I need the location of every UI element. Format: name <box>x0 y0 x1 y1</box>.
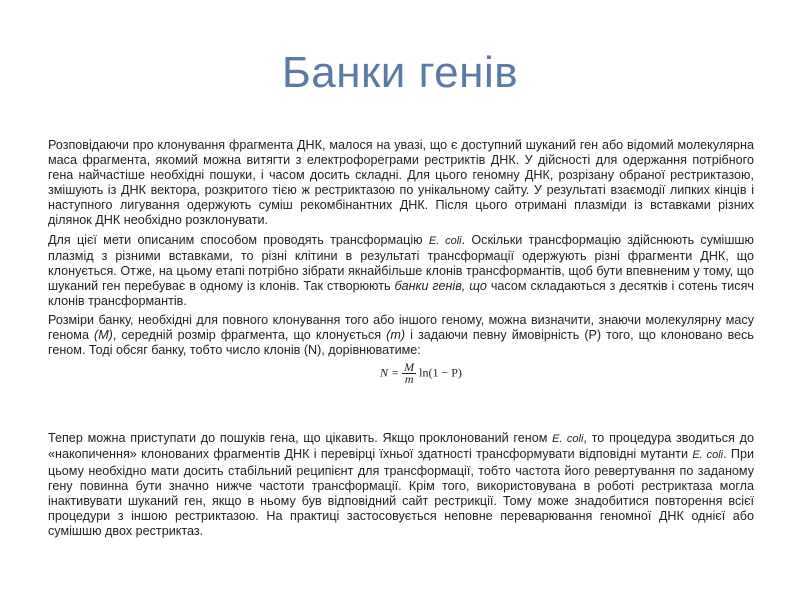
text-segment: часом складаються з десятків і сотень тисяч клонів трансформантів. <box>48 278 754 308</box>
text-segment: Розміри банку, необхідні для повного клонування того або іншого геному, можна визначити, знаючи молекулярну масу генома <box>48 313 754 343</box>
slide-title: Банки генів <box>281 48 519 97</box>
text-segment: . При цьому необхідно мати досить стабільний реципієнт для трансформації, тобто частота його ревертування по заданому гену повинна бути значно нижче частоти трансформації. Крім того, використовувана в роботі рестриктаза могла інактивувати шуканий ген, якщо в ньому був відповідний сайт рестрикції. Тому може знадобитися повторення всієї процедури з іншою рестриктазою. На практиці застосовується неповне переварювання геномної ДНК однієї або сумішшю двох рестриктаз. <box>48 447 754 538</box>
text-segment: . Оскільки трансформацію здійснюють сумішшю плазмід з різними вставками, то різні клітини в результаті трансформації одержують різні фрагменти ДНК, що клонується. Отже, на цьому етапі потрібно зібрати якнайбільше клонів трансформантів, щоб бути впевненим у тому, що шуканий ген перебуває в одному із клонів. Так створюють <box>48 232 754 293</box>
species-name: E. coli <box>428 234 462 247</box>
text-segment: Для цієї мети описаним способом проводять трансформацію <box>48 232 429 247</box>
term-gene-banks: банки генів, що <box>394 278 487 293</box>
formula-rhs: ln(1 − P) <box>419 365 462 380</box>
formula-numerator: M <box>404 360 415 375</box>
slide-body <box>48 138 754 543</box>
paragraph-gene-search <box>48 431 754 539</box>
symbol-M: (M) <box>94 328 113 343</box>
symbol-m: (m) <box>386 328 406 343</box>
text-segment: і задаючи певну ймовірність (P) того, що клоновано весь геном. Тоді обсяг банку, тобто число клонів (N), дорівнюватиме: <box>48 328 754 358</box>
paragraph-bank-size <box>48 313 754 358</box>
formula-fraction <box>402 362 416 385</box>
paragraph-transformation <box>48 233 754 309</box>
paragraph-cloning-intro: Розповідаючи про клонування фрагмента ДНК, малося на увазі, що є доступний шуканий ген або відомий молекулярна маса фрагмента, якомий можна витягти з електрофореграми рестриктів ДНК. У дійсності для одержання потрібного гена найчастіше необхідні пошуки, і часом досить складні. Для цього геномну ДНК, розрізану обраної рестриктазою, змішують із ДНК вектора, розкритого тією ж рестриктазою по унікальному сайту. У результаті взаємодії липких кінців і наступного лигування одержують суміш рекомбінантних ДНК. Після цього отримані плазміди із вставками різних ділянок ДНК необхідно розклонувати. <box>48 138 754 228</box>
text-segment: , то процедура зводиться до «накопичення» клонованих фрагментів ДНК і перевірці їхньої здатності трансформувати відповідні мутанти <box>48 431 754 462</box>
formula-lhs: N = <box>380 365 400 380</box>
species-name: E. coli <box>692 449 724 462</box>
bank-size-formula <box>48 362 754 385</box>
text-segment: Тепер можна приступати до пошуків гена, що цікавить. Якщо проклонований геном <box>48 431 553 446</box>
formula-denominator: m <box>404 372 414 387</box>
text-segment: , середній розмір фрагмента, що клонується <box>112 328 387 343</box>
species-name: E. coli <box>552 433 584 446</box>
